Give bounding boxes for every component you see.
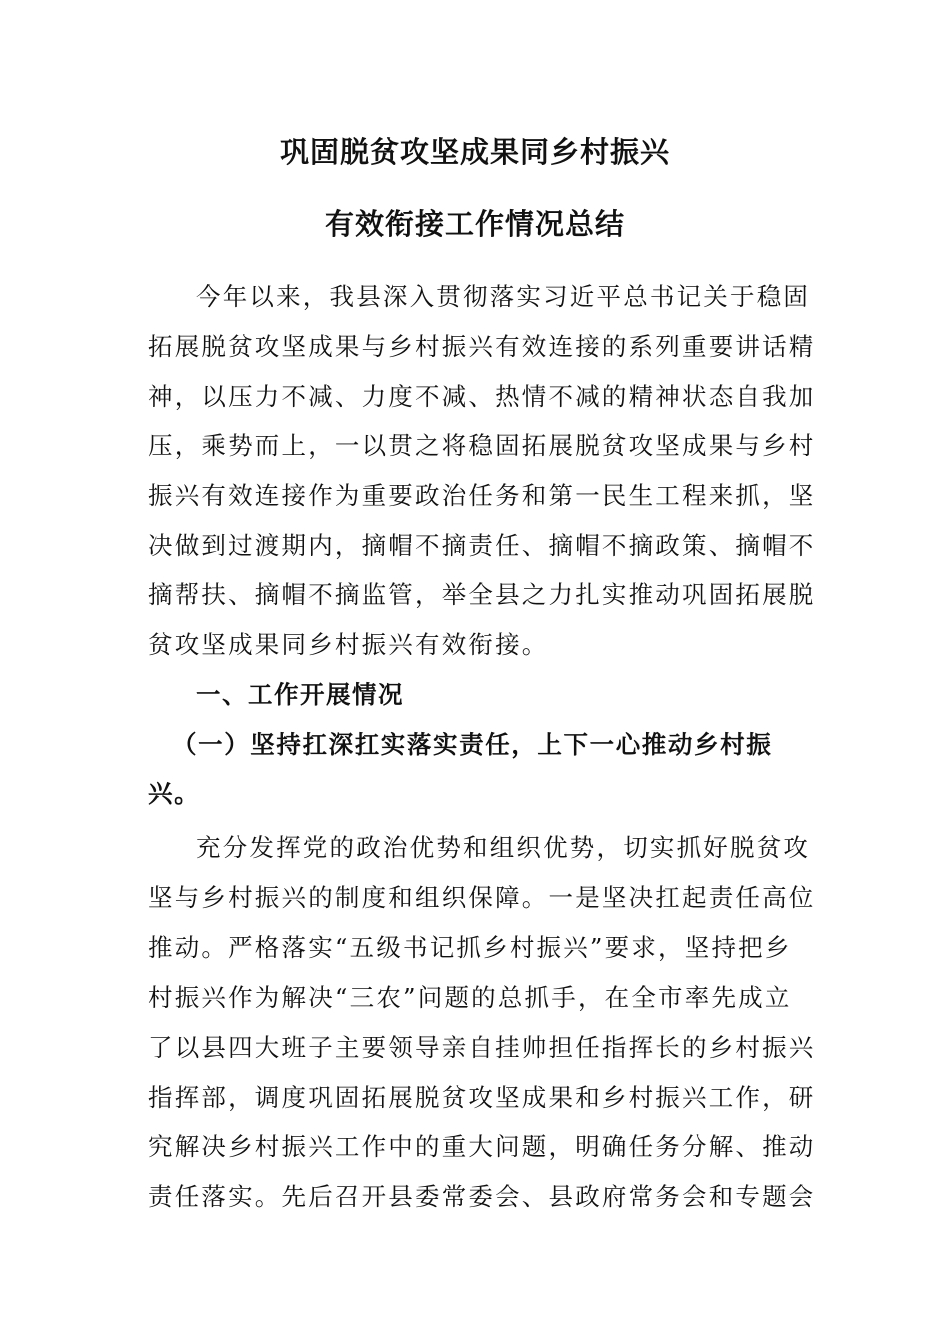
intro-paragraph-line: 振兴有效连接作为重要政治任务和第一民生工程来抓，坚 (148, 481, 816, 510)
intro-paragraph-line: 贫攻坚成果同乡村振兴有效衔接。 (148, 630, 549, 659)
document-title-line-2: 有效衔接工作情况总结 (324, 207, 625, 241)
body-paragraph-line: 坚与乡村振兴的制度和组织保障。一是坚决扛起责任高位 (148, 883, 816, 912)
body-paragraph-line: 村振兴作为解决“三农”问题的总抓手，在全市率先成立 (148, 983, 792, 1012)
intro-paragraph-line: 摘帮扶、摘帽不摘监管，举全县之力扎实推动巩固拓展脱 (148, 580, 816, 609)
intro-paragraph-line: 决做到过渡期内，摘帽不摘责任、摘帽不摘政策、摘帽不 (148, 531, 816, 560)
document-title-line-1: 巩固脱贫攻坚成果同乡村振兴 (279, 135, 670, 169)
body-paragraph-line: 究解决乡村振兴工作中的重大问题，明确任务分解、推动 (148, 1132, 816, 1161)
body-paragraph-line: 推动。严格落实“五级书记抓乡村振兴”要求，坚持把乡 (148, 933, 792, 962)
body-paragraph-line: 指挥部，调度巩固拓展脱贫攻坚成果和乡村振兴工作，研 (148, 1083, 816, 1112)
body-paragraph-line: 了以县四大班子主要领导亲自挂帅担任指挥长的乡村振兴 (148, 1033, 816, 1062)
intro-paragraph-line: 今年以来，我县深入贯彻落实习近平总书记关于稳固 (196, 282, 811, 311)
intro-paragraph-line: 压，乘势而上，一以贯之将稳固拓展脱贫攻坚成果与乡村 (148, 431, 816, 460)
subsection-heading-line-1: （一）坚持扛深扛实落实责任，上下一心推动乡村振 (172, 730, 773, 759)
body-paragraph-line: 充分发挥党的政治优势和组织优势，切实抓好脱贫攻 (196, 833, 811, 862)
intro-paragraph-line: 神，以压力不减、力度不减、热情不减的精神状态自我加 (148, 382, 816, 411)
body-paragraph-line: 责任落实。先后召开县委常委会、县政府常务会和专题会 (148, 1182, 816, 1211)
intro-paragraph-line: 拓展脱贫攻坚成果与乡村振兴有效连接的系列重要讲话精 (148, 332, 816, 361)
subsection-heading-line-2: 兴。 (148, 779, 201, 808)
section-heading: 一、工作开展情况 (196, 680, 404, 709)
